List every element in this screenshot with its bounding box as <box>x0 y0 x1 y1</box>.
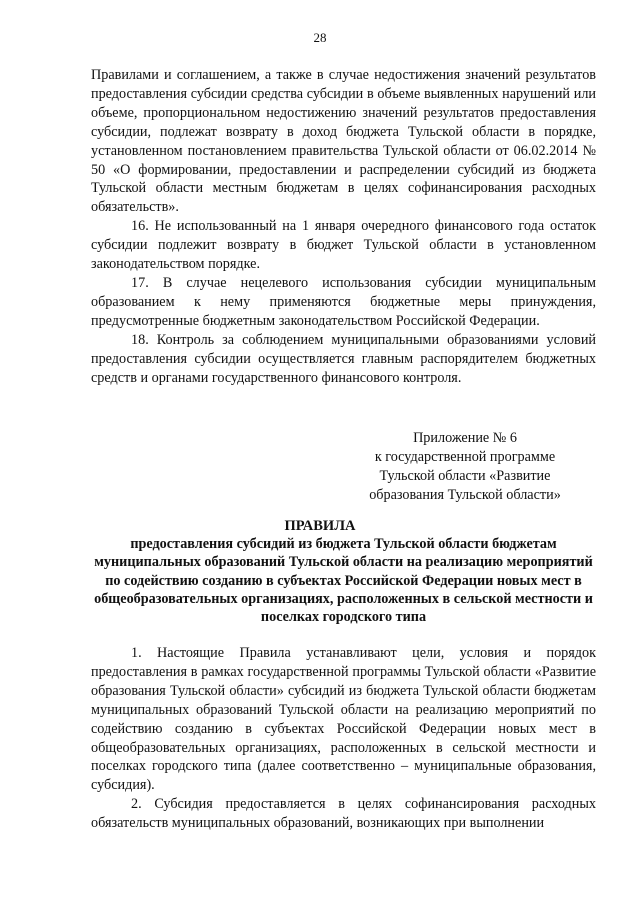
document-title: ПРАВИЛА <box>284 518 356 534</box>
rules-continuation-section <box>91 66 596 387</box>
appendix-line-4: образования Тульской области» <box>369 487 561 503</box>
appendix-header <box>350 429 580 505</box>
document-subtitle: предоставления субсидий из бюджета Тульской области бюджетам муниципальных образований Тульской области на реализацию мероприятий по содействию созданию в субъектах Российской Федерации новых мест в общеобразовательных организациях, расположенных в сельской местности и поселках городского типа <box>94 536 593 626</box>
paragraph-2: 2. Субсидия предоставляется в целях софинансирования расходных обязательств муниципальных образований, возникающих при выполнении <box>91 796 596 832</box>
continuation-paragraph: Правилами и соглашением, а также в случае недостижения значений результатов предоставления субсидии средства субсидии в объеме выявленных нарушений или объеме, пропорциональном недостижению значений результатов предоставления субсидии, подлежат возврату в доход бюджета Тульской области в порядке, установленном постановлением правительства Тульской области от 06.02.2014 № 50 «О формировании, предоставлении и распределении субсидий из бюджета Тульской области местным бюджетам в целях софинансирования расходных обязательств». <box>91 67 596 216</box>
paragraph-16: 16. Не использованный на 1 января очередного финансового года остаток субсидии подлежит возврату в бюджет Тульской области в установленном законодательством порядке. <box>91 218 596 273</box>
paragraph-1: 1. Настоящие Правила устанавливают цели, условия и порядок предоставления в рамках государственной программы Тульской области «Развитие образования Тульской области» субсидий из бюджета Тульской области бюджетам муниципальных образований Тульской области на реализацию мероприятий по содействию созданию в субъектах Российской Федерации новых мест в общеобразовательных организациях, расположенных в сельской местности и поселках городского типа (далее соответственно – муниципальные образования, субсидия). <box>91 645 596 794</box>
rules-body-section <box>91 644 596 833</box>
paragraph-18: 18. Контроль за соблюдением муниципальными образованиями условий предоставления субсидии осуществляется главным распорядителем бюджетных средств и органами государственного финансового контроля. <box>91 331 596 386</box>
appendix-line-3: Тульской области «Развитие <box>379 468 551 484</box>
paragraph-17: 17. В случае нецелевого использования субсидии муниципальным образованием к нему применяются бюджетные меры принуждения, предусмотренные бюджетным законодательством Российской Федерации. <box>91 274 596 329</box>
page-number: 28 <box>313 30 327 45</box>
appendix-line-2: к государственной программе <box>374 449 556 465</box>
appendix-line-1: Приложение № 6 <box>413 430 517 446</box>
